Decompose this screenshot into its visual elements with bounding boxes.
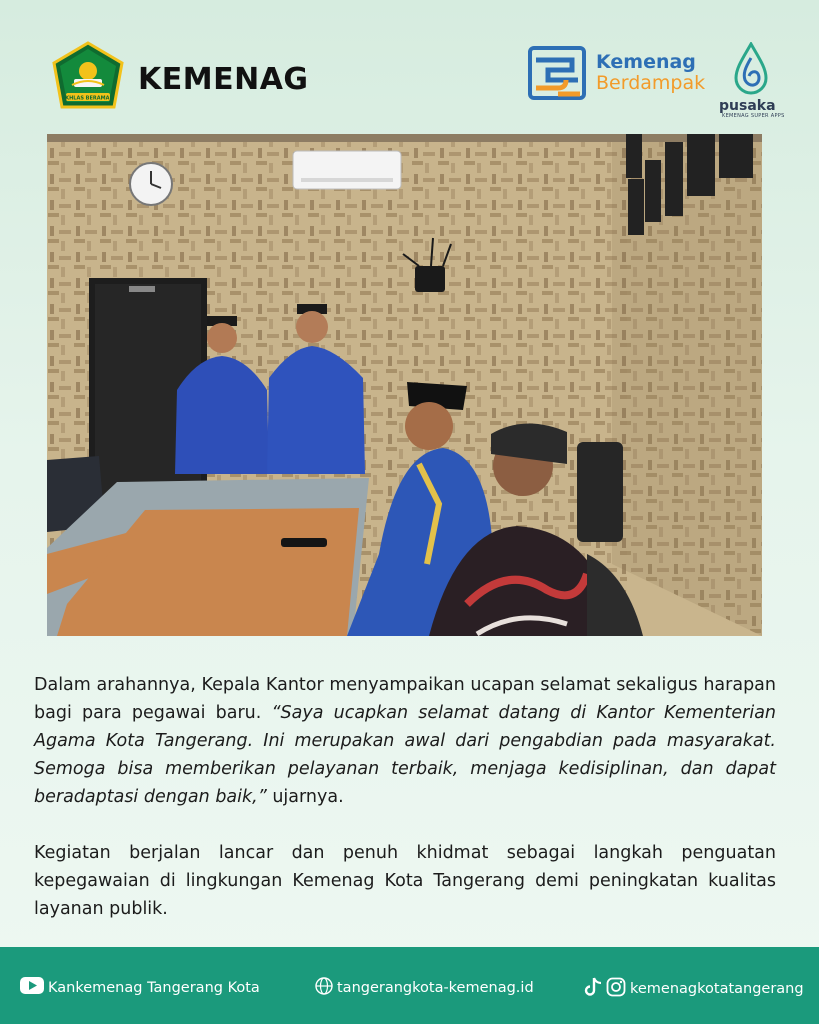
globe-icon bbox=[315, 977, 333, 999]
footer-youtube[interactable] bbox=[20, 977, 260, 998]
article-body bbox=[34, 671, 776, 951]
pusaka-drop-icon bbox=[733, 42, 769, 98]
kemenag-emblem-logo bbox=[50, 41, 126, 115]
berdampak-wordmark bbox=[596, 52, 705, 94]
office-meeting-photo bbox=[47, 134, 762, 636]
pusaka-subtitle: KEMENAG SUPER APPS bbox=[722, 113, 785, 119]
footer-social[interactable] bbox=[584, 977, 804, 1001]
emblem-ribbon: IKHLAS BERAMAL bbox=[63, 95, 113, 102]
paragraph-2: Kegiatan berjalan lancar dan penuh khidmat sebagai langkah penguatan kepegawaian di lingkungan Kemenag Kota Tangerang demi peningkatan kualitas layanan publik. bbox=[34, 843, 776, 919]
paragraph-1-intro: Dalam arahannya, Kepala Kantor menyampaikan ucapan selamat sekaligus harapan bagi para pegawai baru. bbox=[34, 675, 776, 723]
berdampak-line2: Berdampak bbox=[596, 72, 706, 94]
youtube-icon bbox=[20, 977, 44, 998]
paragraph-1 bbox=[34, 671, 776, 811]
instagram-icon bbox=[606, 977, 626, 1001]
social-label: kemenagkotatangerang bbox=[630, 981, 804, 997]
youtube-label: Kankemenag Tangerang Kota bbox=[48, 979, 260, 996]
brand-title: KEMENAG bbox=[138, 62, 309, 97]
berdampak-logo-mark bbox=[528, 44, 586, 102]
paragraph-1-quote: “Saya ucapkan selamat datang di Kantor Kementerian Agama Kota Tangerang. Ini merupakan awal dari pengabdian pada masyarakat. Semoga bisa memberikan pelayanan terbaik, menjaga kedisiplinan, dan dapat beradaptasi dengan baik,” bbox=[34, 703, 777, 807]
berdampak-line1: Kemenag bbox=[596, 51, 696, 73]
paragraph-1-tail: ujarnya. bbox=[266, 787, 344, 807]
pusaka-title: pusaka bbox=[719, 98, 776, 114]
footer-website[interactable] bbox=[315, 977, 534, 999]
footer-bar bbox=[0, 947, 819, 1024]
website-label: tangerangkota-kemenag.id bbox=[337, 980, 534, 996]
tiktok-icon bbox=[584, 977, 602, 1001]
